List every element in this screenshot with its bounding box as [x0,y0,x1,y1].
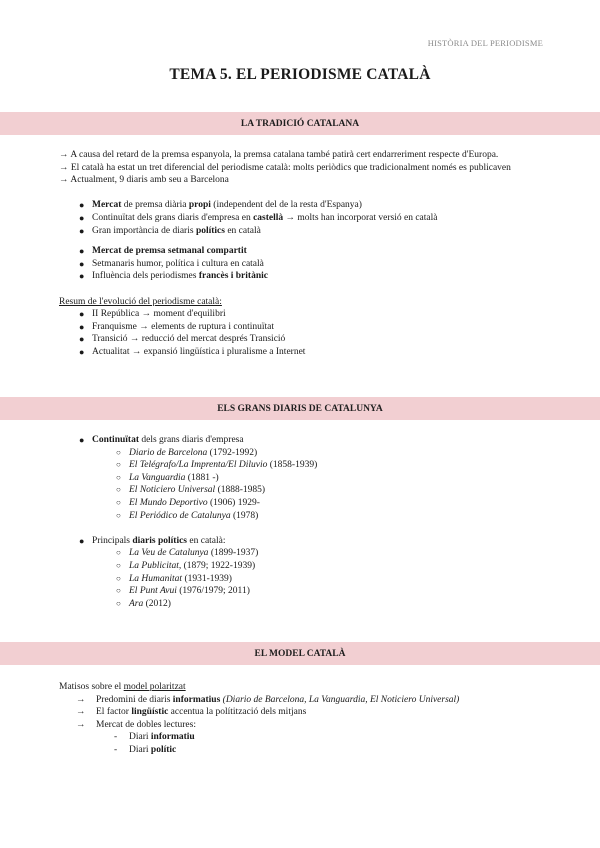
circle-bullet-icon: ○ [116,472,121,482]
intro-line: → Actualment, 9 diaris amb seu a Barcelona [59,175,229,186]
arrow-icon: → [76,719,86,730]
section-heading-text: EL MODEL CATALÀ [254,648,346,659]
circle-bullet-icon: ○ [116,598,121,608]
list-item: ● Continuïtat dels grans diaris d'empresa en castellà → molts han incorporat versió en català [79,212,438,223]
list-item: - Diari informatiu [114,732,195,743]
bullet-icon: ● [79,271,85,282]
section-heading-model [0,642,600,665]
list-item: → Mercat de dobles lectures: [76,719,196,730]
section-heading-grans-diaris [0,397,600,420]
bullet-icon: ● [79,309,85,320]
bullet-icon: ● [79,535,85,546]
list-item: → El factor lingüístic accentua la polítització dels mitjans [76,707,307,718]
section-heading-text: ELS GRANS DIARIS DE CATALUNYA [217,403,383,414]
newspaper-item: ○ El Periódico de Catalunya (1978) [116,510,259,521]
intro-line: → A causa del retard de la premsa espanyola, la premsa catalana també patirà cert endarreriment respecte d'Europa. [59,150,499,160]
newspaper-item: ○ La Publicitat, (1879; 1922-1939) [116,560,256,571]
section-heading-tradicio [0,112,600,135]
circle-bullet-icon: ○ [116,548,121,558]
circle-bullet-icon: ○ [116,460,121,470]
newspaper-item: ○ Diario de Barcelona (1792-1992) [116,447,258,458]
arrow-icon: → [76,694,86,705]
page-title: TEMA 5. EL PERIODISME CATALÀ [169,66,431,83]
section-tradicio-body [59,149,511,359]
circle-bullet-icon: ○ [116,586,121,596]
bullet-icon: ● [79,225,85,236]
list-item: ● Mercat de premsa setmanal compartit [79,246,247,257]
list-item: - Diari polític [114,744,177,755]
list-item: ● Influència dels periodismes francès i britànic [79,271,268,282]
list-item: ● Actualitat → expansió lingüística i pluralisme a Internet [79,346,306,357]
circle-bullet-icon: ○ [116,497,121,507]
bullet-icon: ● [79,246,85,257]
newspaper-item: ○ El Mundo Deportivo (1906) 1929- [116,497,260,508]
circle-bullet-icon: ○ [116,485,121,495]
list-item: → Predomini de diaris informatius (Diario de Barcelona, La Vanguardia, El Noticiero Universal) [76,694,460,705]
list-item: ● Continuïtat dels grans diaris d'empresa [79,435,244,445]
section-heading-text: LA TRADICIÓ CATALANA [240,118,360,129]
list-item: ● Setmanaris humor, política i cultura en català [79,258,264,269]
bullet-icon: ● [79,346,85,357]
section-model-body [59,681,459,757]
newspaper-item: ○ La Vanguardia (1881 -) [116,472,219,483]
bullet-icon: ● [79,258,85,269]
circle-bullet-icon: ○ [116,560,121,570]
dash-icon: - [114,744,118,755]
bullet-icon: ● [79,212,85,223]
circle-bullet-icon: ○ [116,573,121,583]
bullet-icon: ● [79,334,85,345]
list-item: ● II República → moment d'equilibri [79,309,226,320]
list-item: ● Franquisme → elements de ruptura i continuïtat [79,321,275,332]
list-item: ● Principals diaris polítics en català: [79,535,226,546]
circle-bullet-icon: ○ [116,510,121,520]
dash-icon: - [114,732,118,743]
newspaper-item: ○ La Humanitat (1931-1939) [116,573,232,584]
newspaper-item: ○ Ara (2012) [116,598,171,609]
newspaper-item: ○ La Veu de Catalunya (1899-1937) [116,548,259,559]
list-item: ● Mercat de premsa diària propi (independent del de la resta d'Espanya) [79,200,362,211]
list-item: ● Gran importància de diaris polítics en català [79,225,261,236]
running-header: HISTÒRIA DEL PERIODISME [427,38,543,48]
bullet-icon: ● [79,435,85,445]
newspaper-item: ○ El Punt Avui (1976/1979; 2011) [116,586,250,597]
newspaper-item: ○ El Noticiero Universal (1888-1985) [116,485,266,496]
intro-line: → El català ha estat un tret diferencial del periodisme català: molts periòdics que tradicionalment només es publicaven [59,162,511,173]
circle-bullet-icon: ○ [116,447,121,457]
list-item: ● Transició → reducció del mercat després Transició [79,334,286,345]
model-intro: Matisos sobre el model polaritzat [59,682,186,692]
section-grans-diaris-body [59,434,317,610]
bullet-icon: ● [79,200,85,211]
newspaper-item: ○ El Telégrafo/La Imprenta/El Diluvio (1858-1939) [116,460,318,471]
arrow-icon: → [76,707,86,718]
resum-label: Resum de l'evolució del periodisme català: [59,296,222,307]
bullet-icon: ● [79,321,85,332]
